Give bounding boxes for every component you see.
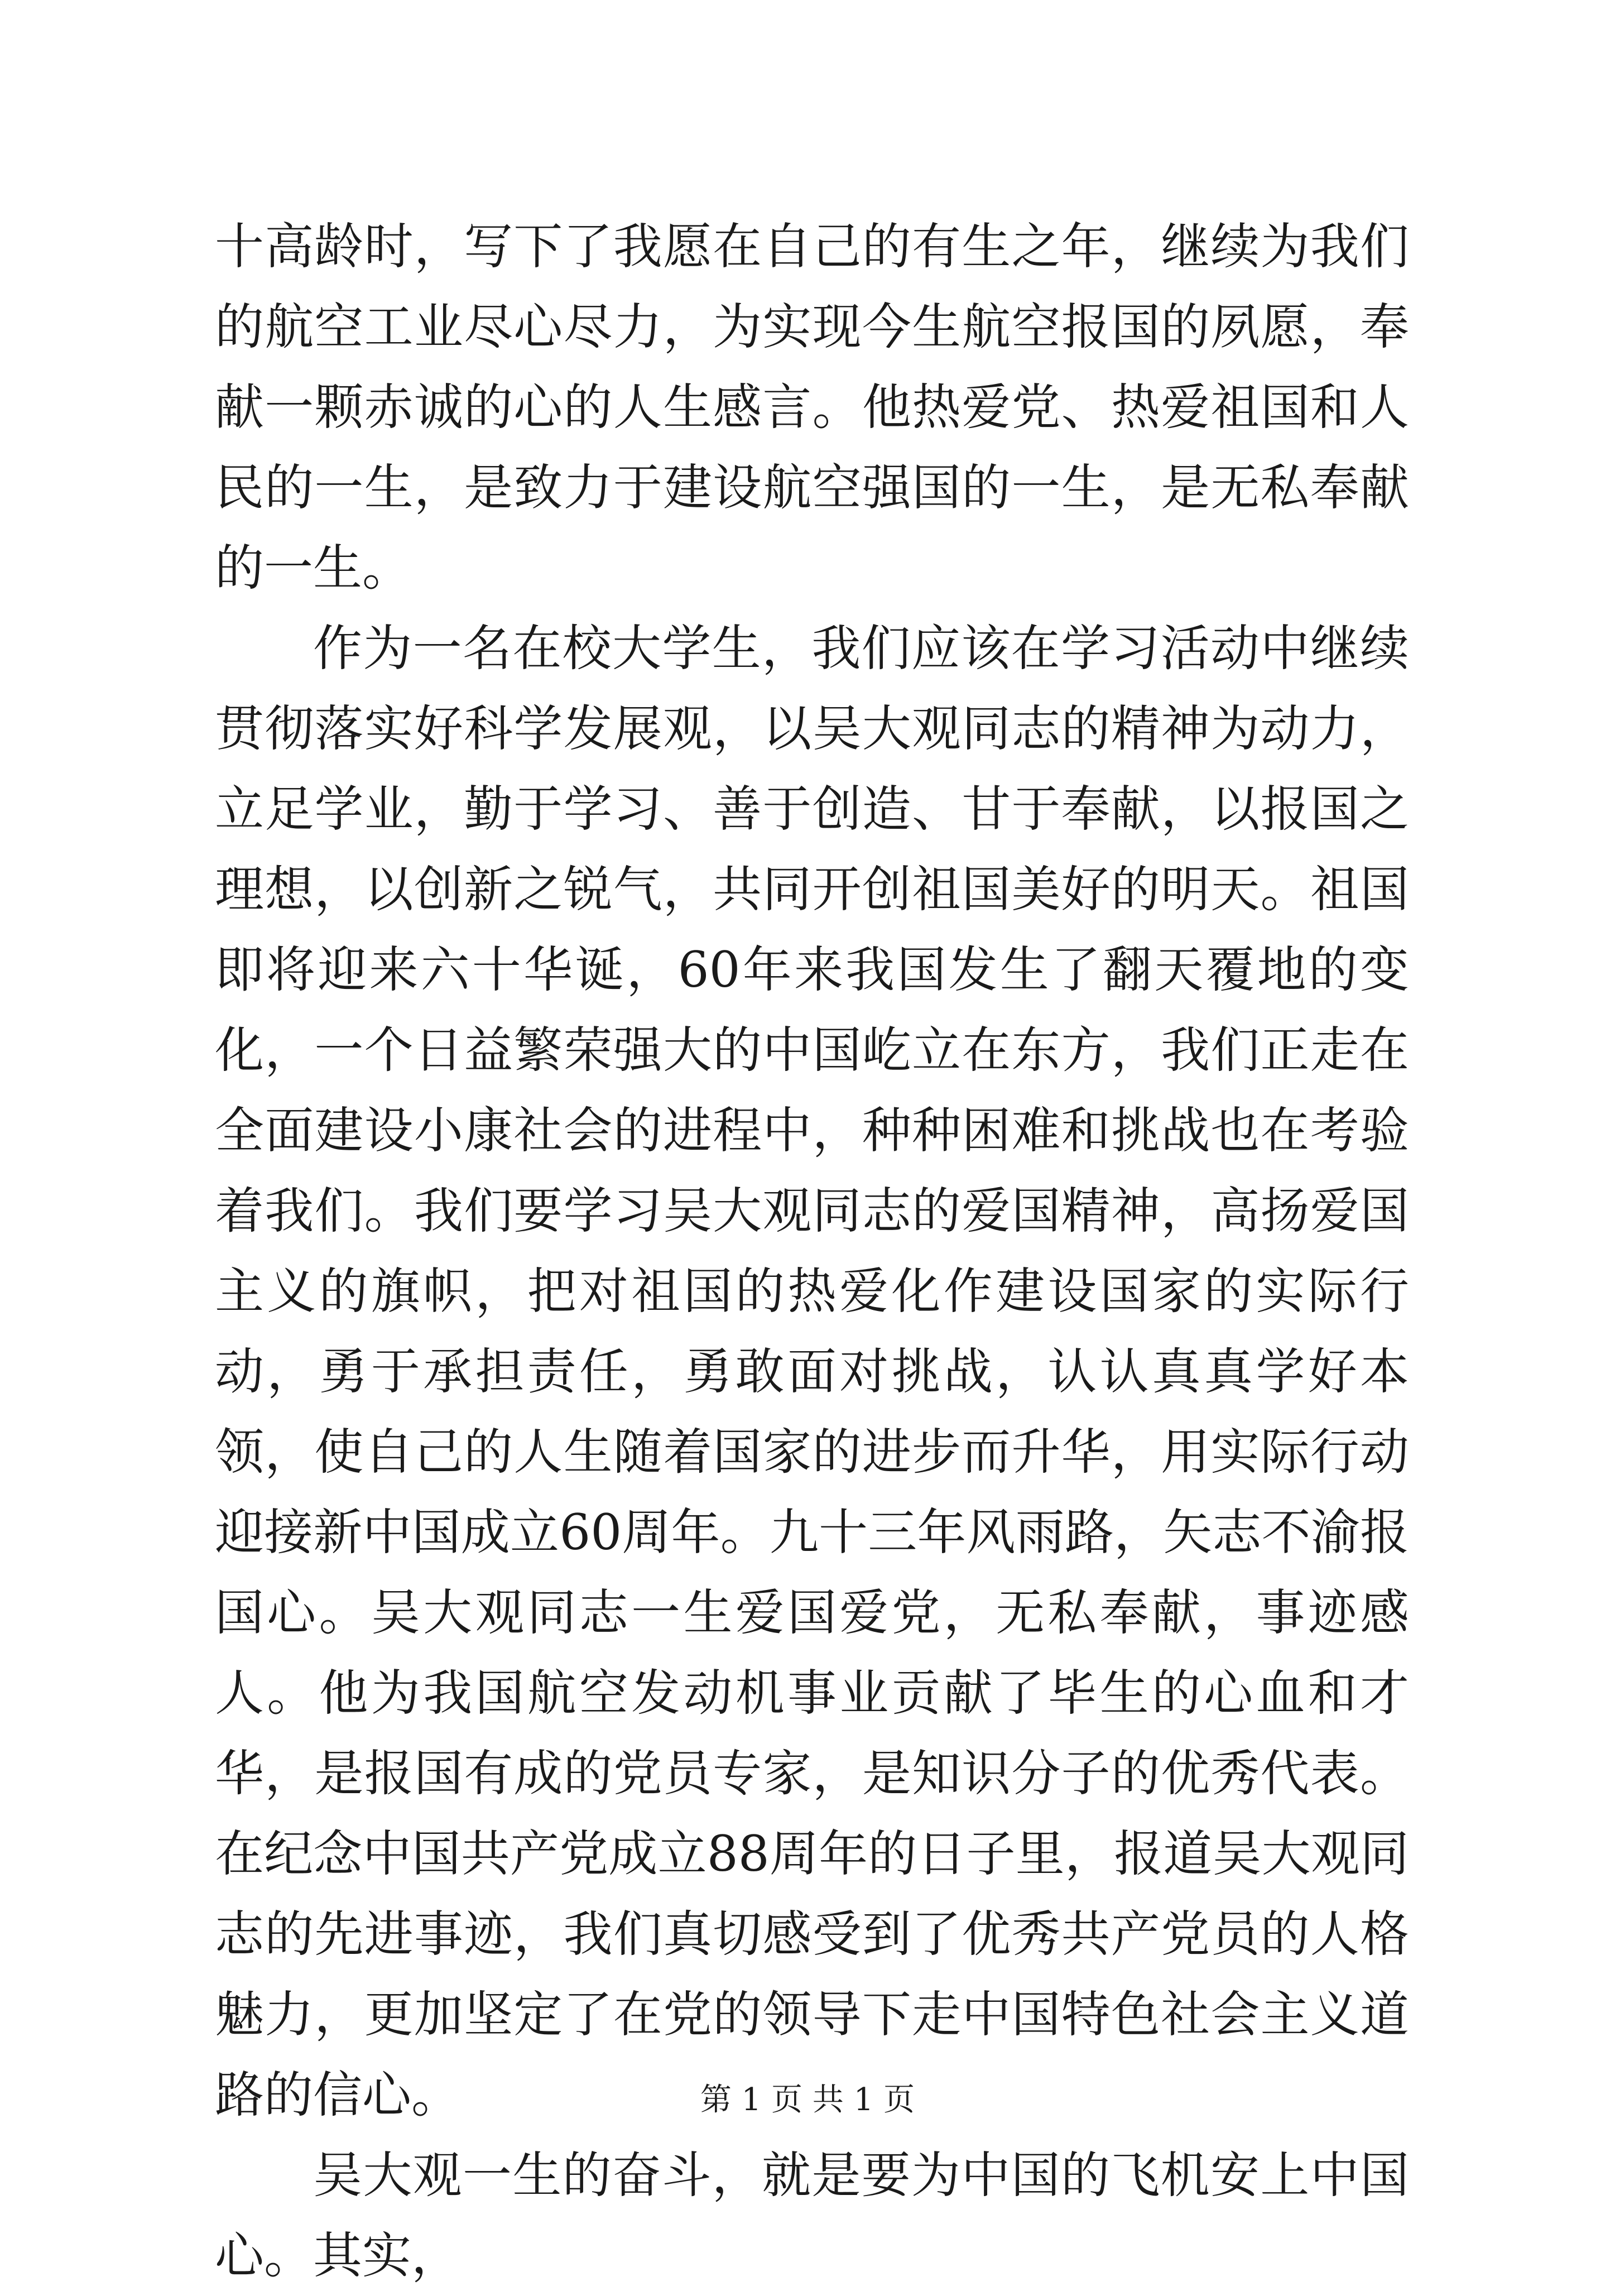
paragraph-3: 吴大观一生的奋斗，就是要为中国的飞机安上中国心。其实，: [215, 2146, 1409, 2284]
paragraph-1: 十高龄时，写下了我愿在自己的有生之年，继续为我们的航空工业尽心尽力，为实现今生航空报国的夙愿，奉献一颗赤诚的心的人生感言。他热爱党、热爱祖国和人民的一生，是致力于建设航空强国的一生，是无私奉献的一生。: [215, 218, 1409, 597]
page-footer: 第 1 页 共 1 页: [700, 2082, 915, 2118]
document-body: [215, 206, 1409, 2296]
paragraph-2: 作为一名在校大学生，我们应该在学习活动中继续贯彻落实好科学发展观，以吴大观同志的精神为动力，立足学业，勤于学习、善于创造、甘于奉献，以报国之理想，以创新之锐气，共同开创祖国美好的明天。祖国即将迎来六十华诞，60年来我国发生了翻天覆地的变化，一个日益繁荣强大的中国屹立在东方，我们正走在全面建设小康社会的进程中，种种困难和挑战也在考验着我们。我们要学习吴大观同志的爱国精神，高扬爱国主义的旗帜，把对祖国的热爱化作建设国家的实际行动，勇于承担责任，勇敢面对挑战，认认真真学好本领，使自己的人生随着国家的进步而升华，用实际行动迎接新中国成立60周年。九十三年风雨路，矢志不渝报国心。吴大观同志一生爱国爱党，无私奉献，事迹感人。他为我国航空发动机事业贡献了毕生的心血和才华，是报国有成的党员专家，是知识分子的优秀代表。在纪念中国共产党成立88周年的日子里，报道吴大观同志的先进事迹，我们真切感受到了优秀共产党员的人格魅力，更加坚定了在党的领导下走中国特色社会主义道路的信心。: [215, 619, 1409, 2124]
